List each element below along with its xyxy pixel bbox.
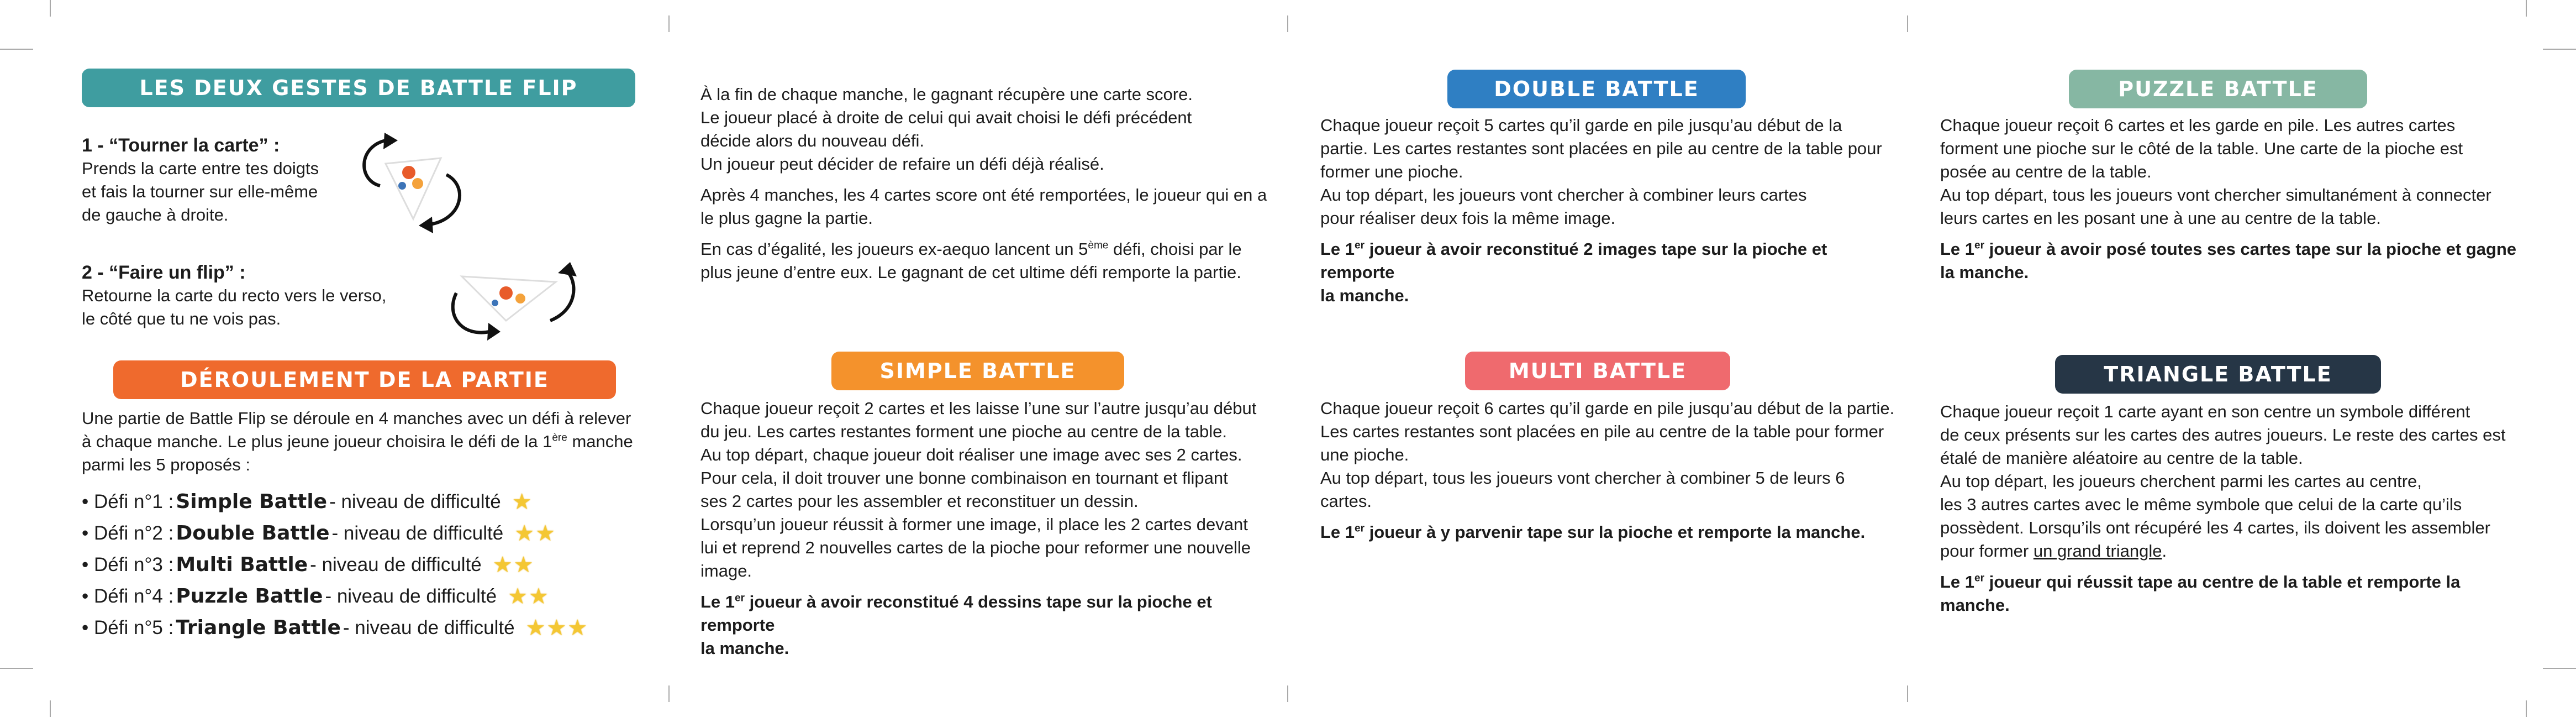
gesture-2-line: Retourne la carte du recto vers le verso, — [82, 286, 387, 305]
triangle-battle-title: TRIANGLE BATTLE — [2055, 355, 2381, 394]
puzzle-win-line: Le 1er joueur à avoir posé toutes ses cartes tape sur la pioche et gagne — [1940, 239, 2517, 259]
simple-line: du jeu. Les cartes restantes forment une pioche au centre de la table. — [700, 422, 1227, 441]
star-icon: ★ — [535, 521, 555, 546]
simple-line: Chaque joueur reçoit 2 cartes et les laisse l’une sur l’autre jusqu’au début — [700, 399, 1257, 418]
star-icon: ★ — [567, 616, 588, 640]
triangle-line: Chaque joueur reçoit 1 carte ayant en son centre un symbole différent — [1940, 402, 2470, 421]
gesture-1-line: et fais la tourner sur elle-même — [82, 182, 318, 201]
double-battle-title: DOUBLE BATTLE — [1447, 70, 1746, 108]
intro-line: Un joueur peut décider de refaire un défi déjà réalisé. — [700, 154, 1104, 174]
simple-line: ses 2 cartes pour les assembler et reconstituer un dessin. — [700, 491, 1139, 511]
crop-mark — [668, 685, 670, 702]
simple-line: Lorsqu’un joueur réussit à former une image, il place les 2 cartes devant — [700, 515, 1248, 534]
rotate-card-icon — [347, 125, 480, 235]
defi-item: • Défi n°1 : Simple Battle - niveau de difficulté ★ — [82, 490, 532, 514]
triangle-line: possèdent. Lorsqu’ils ont récupéré les 4 cartes, ils doivent les assembler — [1940, 518, 2490, 537]
double-line: former une pioche. — [1320, 162, 1463, 181]
intro-line: Le joueur placé à droite de celui qui avait choisi le défi précédent — [700, 108, 1192, 127]
simple-line: Pour cela, il doit trouver une bonne combinaison en tournant et flipant — [700, 468, 1228, 488]
defi-item: • Défi n°3 : Multi Battle - niveau de difficulté ★ ★ — [82, 553, 534, 577]
star-icon: ★ — [546, 616, 567, 640]
crop-mark — [1907, 15, 1908, 32]
crop-mark — [2543, 49, 2576, 50]
puzzle-line: posée au centre de la table. — [1940, 162, 2152, 181]
simple-win-line: Le 1er joueur à avoir reconstitué 4 dessins tape sur la pioche et remporte — [700, 592, 1212, 635]
triangle-line: de ceux présents sur les cartes des autres joueurs. Le reste des cartes est — [1940, 425, 2506, 444]
double-line: Chaque joueur reçoit 5 cartes qu’il garde en pile jusqu’au début de la — [1320, 116, 1842, 135]
simple-line: Au top départ, chaque joueur doit réaliser une image avec ses 2 cartes. — [700, 445, 1242, 464]
defi-item: • Défi n°4 : Puzzle Battle - niveau de difficulté ★ ★ — [82, 584, 549, 609]
flip-card-icon — [440, 260, 589, 343]
crop-mark — [50, 700, 51, 717]
star-icon: ★ — [508, 584, 528, 609]
triangle-line: pour former un grand triangle. — [1940, 541, 2167, 561]
deroulement-title: DÉROULEMENT DE LA PARTIE — [113, 360, 616, 399]
crop-mark — [2526, 700, 2527, 717]
double-line: pour réaliser deux fois la même image. — [1320, 208, 1616, 228]
crop-mark — [1287, 15, 1288, 32]
crop-mark — [50, 0, 51, 17]
multi-line: Chaque joueur reçoit 6 cartes qu’il garde en pile jusqu’au début de la partie. — [1320, 399, 1895, 418]
intro-line: le plus gagne la partie. — [700, 208, 873, 228]
gesture-2-block — [82, 261, 435, 331]
deroulement-line: Une partie de Battle Flip se déroule en 4 manches avec un défi à relever — [82, 409, 631, 428]
deroulement-line: à chaque manche. Le plus jeune joueur choisira le défi de la 1ère manche — [82, 432, 633, 451]
crop-mark — [0, 668, 33, 669]
deroulement-line: parmi les 5 proposés : — [82, 455, 250, 474]
multi-battle-text — [1320, 397, 1895, 544]
gesture-1-line: Prends la carte entre tes doigts — [82, 159, 319, 178]
double-line: Au top départ, les joueurs vont chercher à combiner leurs cartes — [1320, 185, 1807, 205]
intro-line: À la fin de chaque manche, le gagnant récupère une carte score. — [700, 85, 1193, 104]
multi-line: une pioche. — [1320, 445, 1409, 464]
star-icon: ★ — [525, 616, 546, 640]
intro-line: En cas d’égalité, les joueurs ex-aequo lancent un 5ème défi, choisi par le — [700, 239, 1242, 259]
intro-line: plus jeune d’entre eux. Le gagnant de cet ultime défi remporte la partie. — [700, 263, 1241, 282]
intro-line: Après 4 manches, les 4 cartes score ont été remportées, le joueur qui en a — [700, 185, 1267, 205]
simple-line: image. — [700, 561, 752, 580]
puzzle-line: leurs cartes en les posant une à une au centre de la table. — [1940, 208, 2381, 228]
star-icon: ★ — [513, 553, 534, 577]
puzzle-line: forment une pioche sur le côté de la table. Une carte de la pioche est — [1940, 139, 2463, 158]
puzzle-battle-text — [1940, 114, 2520, 284]
crop-mark — [2526, 0, 2527, 17]
intro-line: décide alors du nouveau défi. — [700, 131, 925, 150]
defi-item: • Défi n°2 : Double Battle - niveau de difficulté ★ ★ — [82, 521, 555, 546]
simple-line: lui et reprend 2 nouvelles cartes de la pioche pour reformer une nouvelle — [700, 538, 1251, 557]
crop-mark — [0, 49, 33, 50]
star-icon: ★ — [512, 490, 532, 514]
simple-battle-title: SIMPLE BATTLE — [831, 352, 1124, 390]
crop-mark — [1907, 685, 1908, 702]
triangle-battle-text — [1940, 400, 2520, 617]
puzzle-line: Chaque joueur reçoit 6 cartes et les garde en pile. Les autres cartes — [1940, 116, 2456, 135]
star-icon: ★ — [492, 553, 513, 577]
crop-mark — [2543, 668, 2576, 669]
gesture-2-line: le côté que tu ne vois pas. — [82, 309, 281, 328]
multi-line: Les cartes restantes sont placées en pile au centre de la table pour former — [1320, 422, 1884, 441]
double-win-line: Le 1er joueur à avoir reconstitué 2 images tape sur la pioche et remporte — [1320, 239, 1827, 282]
deroulement-text — [82, 407, 645, 477]
gestures-title: LES DEUX GESTES DE BATTLE FLIP — [82, 69, 635, 107]
triangle-win-line: Le 1er joueur qui réussit tape au centre de la table et remporte la manche. — [1940, 572, 2461, 615]
crop-mark — [668, 15, 670, 32]
star-icon: ★ — [528, 584, 549, 609]
triangle-line: les 3 autres cartes avec le même symbole que celui de la carte qu’ils — [1940, 495, 2462, 514]
puzzle-win-line: la manche. — [1940, 263, 2029, 282]
simple-battle-text — [700, 397, 1275, 660]
gesture-2-title: 2 - “Faire un flip” : — [82, 262, 246, 283]
puzzle-line: Au top départ, tous les joueurs vont chercher simultanément à connecter — [1940, 185, 2491, 205]
double-win-line: la manche. — [1320, 286, 1409, 305]
intro-text — [700, 83, 1275, 284]
puzzle-battle-title: PUZZLE BATTLE — [2069, 70, 2367, 108]
multi-win-line: Le 1er joueur à y parvenir tape sur la pioche et remporte la manche. — [1320, 522, 1866, 542]
double-line: partie. Les cartes restantes sont placées en pile au centre de la table pour — [1320, 139, 1882, 158]
triangle-line: Au top départ, les joueurs cherchent parmi les cartes au centre, — [1940, 472, 2422, 491]
gesture-1-line: de gauche à droite. — [82, 205, 229, 224]
multi-line: Au top départ, tous les joueurs vont chercher à combiner 5 de leurs 6 cartes. — [1320, 468, 1845, 511]
crop-mark — [1287, 685, 1288, 702]
star-icon: ★ — [514, 521, 535, 546]
gesture-1-title: 1 - “Tourner la carte” : — [82, 135, 280, 156]
multi-battle-title: MULTI BATTLE — [1465, 352, 1730, 390]
double-battle-text — [1320, 114, 1895, 307]
gesture-1-block — [82, 134, 391, 227]
defi-item: • Défi n°5 : Triangle Battle - niveau de difficulté ★ ★ ★ — [82, 616, 588, 640]
simple-win-line: la manche. — [700, 639, 789, 658]
triangle-line: étalé de manière aléatoire au centre de la table. — [1940, 448, 2303, 468]
